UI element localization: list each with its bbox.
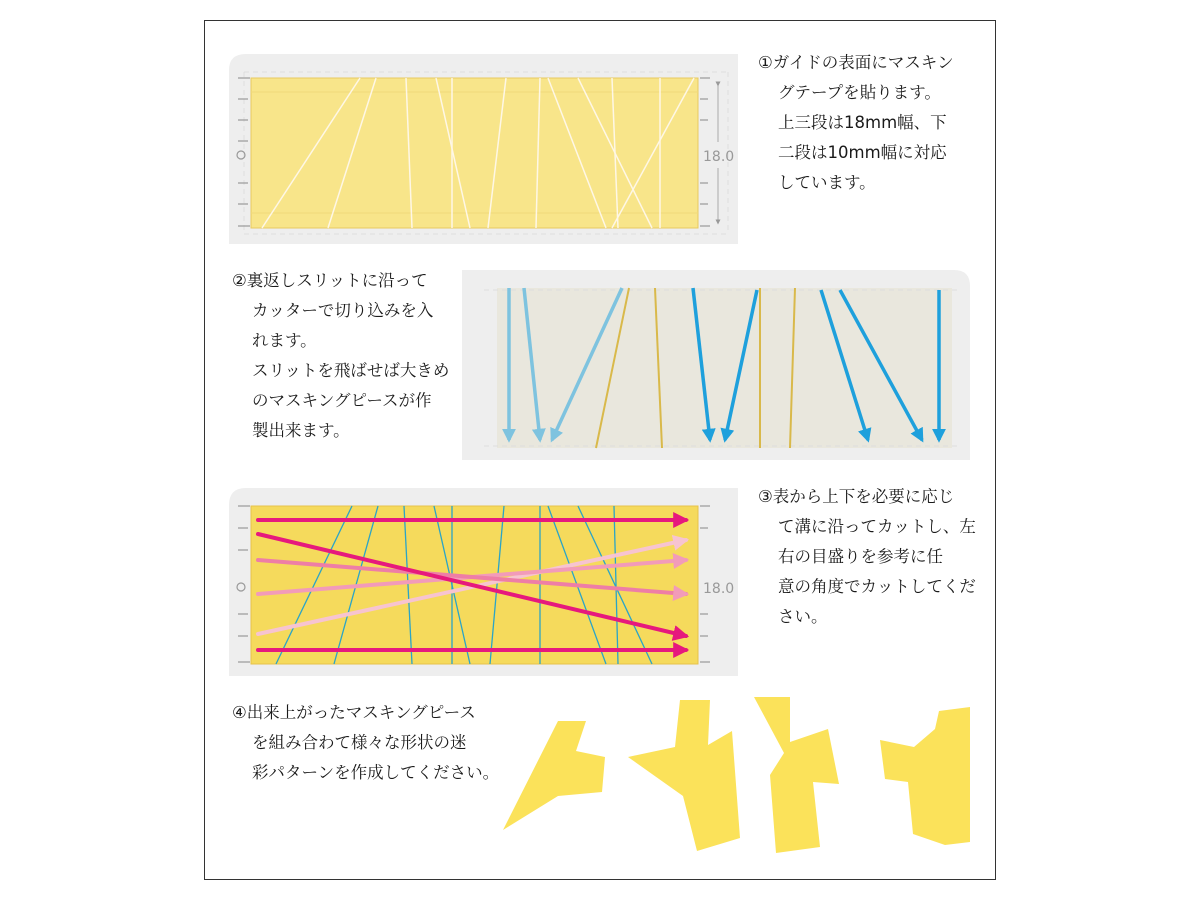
step-1-line-5: しています。 <box>778 173 876 192</box>
step-1-line-4: 二段は10mm幅に対応 <box>778 143 947 162</box>
step-2-line-2: カッターで切り込みを入 <box>252 301 434 320</box>
step-3-line-4: 意の角度でカットしてくだ <box>778 577 976 596</box>
figure-3-cutting-paths <box>229 488 738 676</box>
step-4-line-2: を組み合わて様々な形状の迷 <box>252 733 467 752</box>
step-1-line-3: 上三段は18mm幅、下 <box>778 113 947 132</box>
step-2-line-3: れます。 <box>252 331 317 350</box>
scale-label-1: 18.0 <box>703 149 735 165</box>
step-2-line-5: のマスキングピースが作 <box>252 391 432 410</box>
masking-piece-4 <box>880 707 970 845</box>
step-3-line-2: て溝に沿ってカットし、左 <box>778 517 976 536</box>
step-4-line-1: ④出来上がったマスキングピース <box>232 703 476 722</box>
step-3-line-1: ③表から上下を必要に応じ <box>758 487 955 506</box>
step-2-line-6: 製出来ます。 <box>252 421 350 440</box>
step-1-line-1: ①ガイドの表面にマスキン <box>758 53 954 72</box>
figure-1-guide-with-tape <box>229 54 738 244</box>
masking-piece-3 <box>754 697 839 853</box>
masking-piece-2 <box>628 700 740 851</box>
step-4-line-3: 彩パターンを作成してください。 <box>252 763 500 782</box>
figure-4-masking-pieces <box>503 697 970 853</box>
step-3-line-5: さい。 <box>778 607 828 626</box>
scale-label-3: 18.0 <box>703 581 735 597</box>
step-1-line-2: グテープを貼ります。 <box>778 83 941 102</box>
step-3-line-3: 右の目盛りを参考に任 <box>778 547 943 566</box>
step-2-line-4: スリットを飛ばせば大きめ <box>252 361 450 380</box>
step-2-line-1: ②裏返しスリットに沿って <box>232 271 428 290</box>
figure-2-guide-back-slits <box>462 270 970 460</box>
masking-piece-1 <box>503 721 605 830</box>
